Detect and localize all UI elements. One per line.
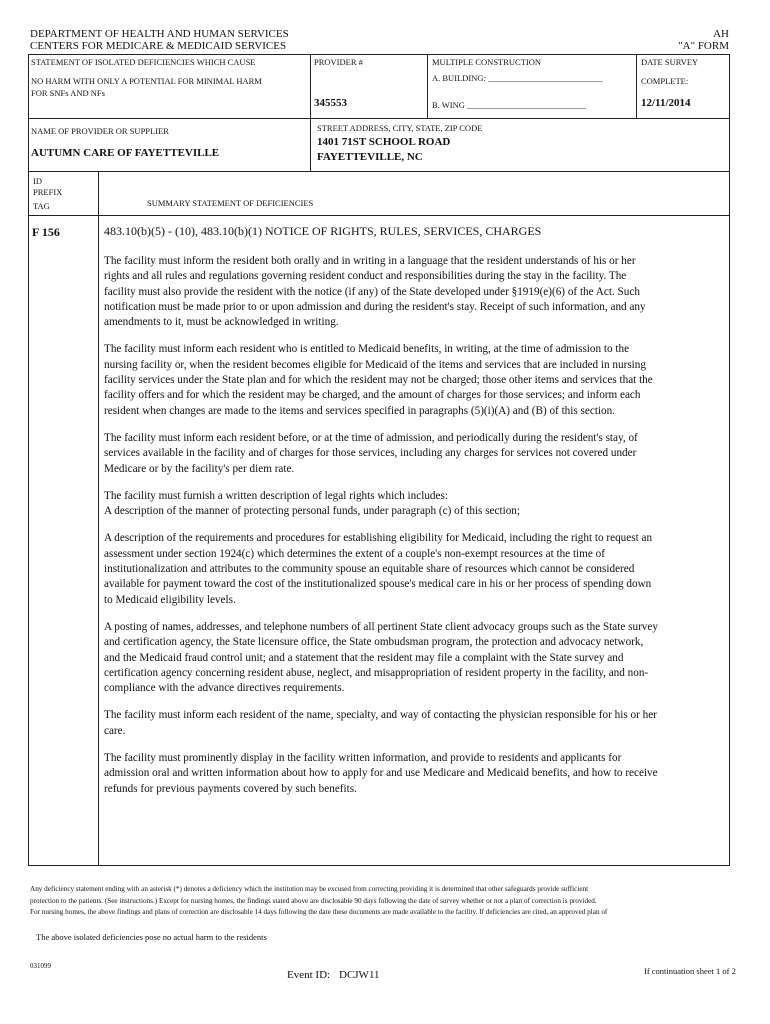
divider-date [636,54,637,118]
divider-provider [310,54,311,172]
table-header-bottom-border [28,215,730,216]
provider-box-bottom-border [28,171,730,172]
dept-name: DEPARTMENT OF HEALTH AND HUMAN SERVICES [30,28,289,40]
form-number: 031099 [30,962,51,970]
deficiency-paragraph: The facility must inform each resident who is entitled to Medicaid benefits, in writing, at the time of admission to the nursing facility or, when the resident becomes eligible for Medicaid of the items and services that are included in nursing facility services under the State plan and for which the resident may not be charged; those other items and services that the facility offers and for which the resident may be charged, and the amount of charges for those services; and inform each resident when changes are made to the items and services specified in paragraphs (5)(i)(A) and (B) of this section. [104,343,653,417]
deficiency-paragraph: A posting of names, addresses, and telephone numbers of all pertinent State client advocacy groups such as the State survey and certification agency, the State licensure office, the State ombudsman program, the protection and advocacy network, and the Medicaid fraud control unit; and a statement that the resident may file a complaint with the State survey and certification agency concerning resident abuse, neglect, and misappropriation of resident property in the facility, and non-compliance with the advance directives requirements. [104,620,658,695]
id-column-divider [98,171,99,866]
tag-label: TAG [33,201,50,211]
date-survey-label: DATE SURVEY [641,57,699,67]
multiple-construction-label: MULTIPLE CONSTRUCTION [432,57,542,67]
id-label: ID [33,176,42,186]
provider-name-label: NAME OF PROVIDER OR SUPPLIER [31,126,169,136]
deficiency-paragraph: The facility must furnish a written description of legal rights which includes: A description of the manner of protecting personal funds, under paragraph (c) of this section; [104,489,520,518]
harm-line2: FOR SNFs AND NFs [31,88,105,98]
deficiency-paragraph: The facility must inform the resident both orally and in writing in a language that the resident understands of his or her rights and all rules and regulations governing resident conduct and responsibilities during the stay in the facility. The facility must also provide the resident with the notice (if any) of the State developed under §1919(e)(6) of the Act. Such notification must be made prior to or upon admission and during the resident's stay. Receipt of such information, and any amendments to it, must be acknowledged in writing. [104,255,646,329]
address-label: STREET ADDRESS, CITY, STATE, ZIP CODE [317,123,483,133]
date-survey-value: 12/11/2014 [641,97,691,109]
deficiency-paragraph: The facility must inform each resident of the name, specialty, and way of contacting the physician responsible for his or her care. [104,709,657,737]
event-id-value: DCJW11 [339,969,380,981]
isolated-statement: The above isolated deficiencies pose no actual harm to the residents [36,932,267,942]
event-id-label: Event ID: [287,969,331,981]
wing-field: B. WING ____________________________ [432,100,587,110]
statement-label: STATEMENT OF ISOLATED DEFICIENCIES WHICH CAUSE [31,57,256,67]
address-line1: 1401 71ST SCHOOL ROAD [317,136,451,148]
address-line2: FAYETTEVILLE, NC [317,151,423,163]
building-field: A. BUILDING: ___________________________ [432,73,603,83]
deficiency-paragraph: The facility must prominently display in the facility written information, and provide to residents and applicants for admission oral and written information about how to apply for and use Medicare and Medicaid benefits, and how to receive refunds for previous payments covered by such benefits. [104,752,658,795]
centers-name: CENTERS FOR MEDICARE & MEDICAID SERVICES [30,40,287,52]
top-box-bottom-border [28,118,730,119]
form-name: "A" FORM [678,40,729,52]
deficiency-tag: F 156 [32,225,60,239]
divider-multiple [427,54,428,118]
provider-number: 345553 [314,97,347,109]
table-bottom-border [28,865,730,866]
summary-label: SUMMARY STATEMENT OF DEFICIENCIES [147,198,314,208]
top-box-left-border [28,54,29,866]
deficiency-text [104,254,660,809]
deficiency-heading: 483.10(b)(5) - (10), 483.10(b)(1) NOTICE OF RIGHTS, RULES, SERVICES, CHARGES [104,224,542,238]
footer-note-1: Any deficiency statement ending with an asterisk (*) denotes a deficiency which the institution may be excused from correcting providing it is determined that other safeguards provide sufficient [30,885,589,893]
harm-line1: NO HARM WITH ONLY A POTENTIAL FOR MINIMAL HARM [31,76,262,86]
footer-note-3: For nursing homes, the above findings and plans of correction are disclosable 14 days following the date these documents are made available to the facility. If deficiencies are cited, an approved plan of [30,908,608,916]
date-complete-label: COMPLETE: [641,76,689,86]
prefix-label: PREFIX [33,187,63,197]
form-code: AH [713,28,729,40]
provider-name-value: AUTUMN CARE OF FAYETTEVILLE [31,147,220,159]
continuation-sheet: If continuation sheet 1 of 2 [644,966,736,976]
deficiency-paragraph: The facility must inform each resident before, or at the time of admission, and periodically during the resident's stay, of services available in the facility and of charges for those services, including any charges for services not covered under Medicare or by the facility's per diem rate. [104,431,638,475]
top-box-right-border [729,54,730,866]
top-box-top-border [28,54,730,55]
provider-label: PROVIDER # [314,57,363,67]
footer-note-2: protection to the patients. (See instructions.) Except for nursing homes, the findings stated above are disclosable 90 days following the date of survey whether or not a plan of correction is provided. [30,897,597,905]
deficiency-paragraph: A description of the requirements and procedures for establishing eligibility for Medicaid, including the right to request an assessment under section 1924(c) which determines the extent of a couple's non-exempt resources at the time of institutionalization and attributes to the community spouse an equitable share of resources which cannot be considered available for payment toward the cost of the institutionalized spouse's medical care in his or her process of spending down to Medicaid eligibility levels. [104,532,653,606]
